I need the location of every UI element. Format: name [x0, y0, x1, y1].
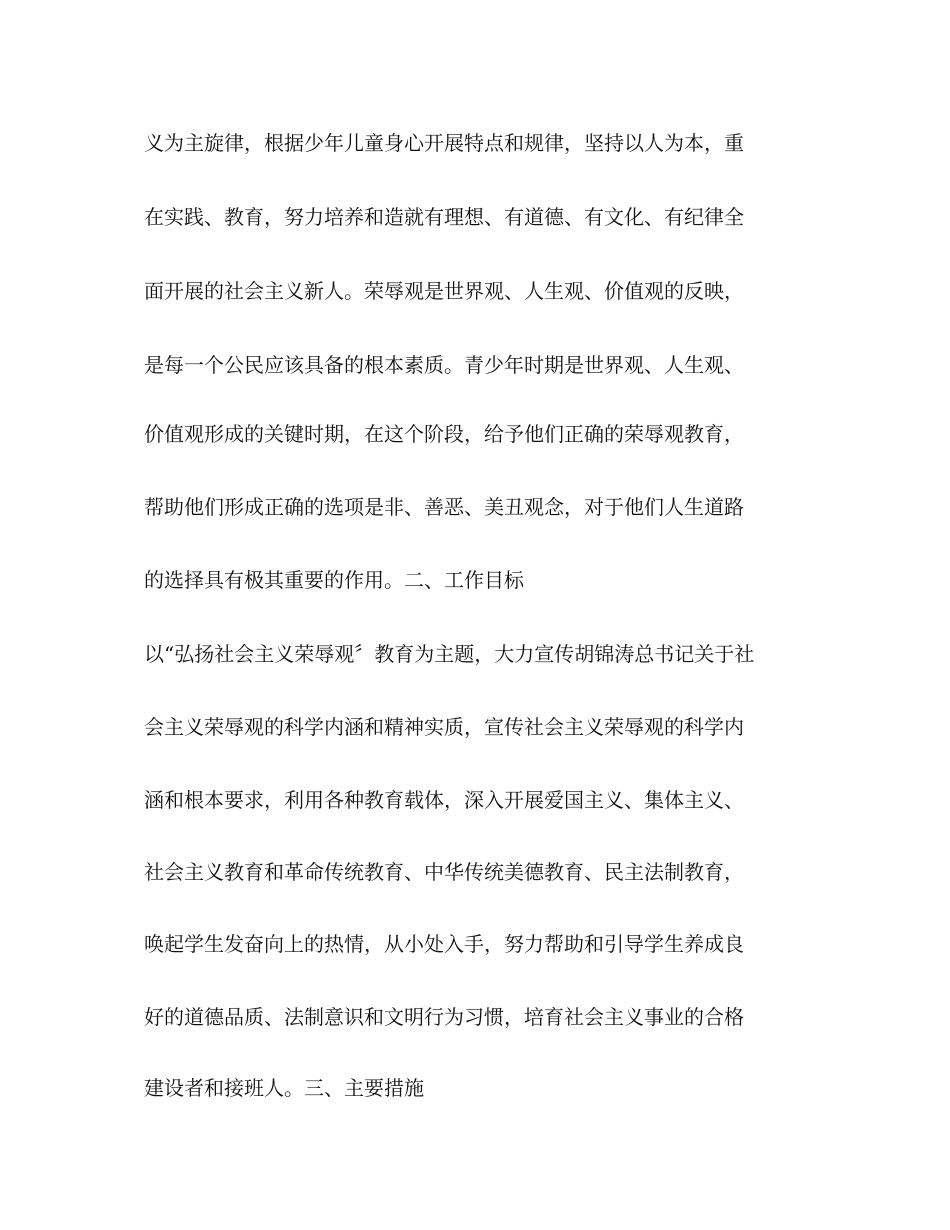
text-line: 面开展的社会主义新人。荣辱观是世界观、人生观、价值观的反映，: [144, 279, 744, 303]
text-line: 义为主旋律，根据少年儿童身心开展特点和规律，坚持以人为本，重: [144, 131, 744, 155]
text-line: 好的道德品质、法制意识和文明行为习惯，培育社会主义事业的合格: [144, 1005, 744, 1029]
text-line: 会主义荣辱观的科学内涵和精神实质，宣传社会主义荣辱观的科学内: [144, 715, 744, 739]
text-line: 建设者和接班人。三、主要措施: [144, 1076, 424, 1100]
text-line: 涵和根本要求，利用各种教育载体，深入开展爱国主义、集体主义、: [144, 788, 744, 812]
text-line: 在实践、教育，努力培养和造就有理想、有道德、有文化、有纪律全: [144, 205, 744, 229]
text-line: 帮助他们形成正确的选项是非、善恶、美丑观念，对于他们人生道路: [144, 495, 744, 519]
text-line: 的选择具有极其重要的作用。二、工作目标: [144, 568, 524, 592]
text-line: 以“弘扬社会主义荣辱观〞教育为主题，大力宣传胡锦涛总书记关于社: [144, 642, 755, 666]
text-line: 价值观形成的关键时期，在这个阶段，给予他们正确的荣辱观教育，: [144, 422, 744, 446]
text-line: 是每一个公民应该具备的根本素质。青少年时期是世界观、人生观、: [144, 353, 744, 377]
text-line: 社会主义教育和革命传统教育、中华传统美德教育、民主法制教育，: [144, 860, 744, 884]
text-line: 唤起学生发奋向上的热情，从小处入手，努力帮助和引导学生养成良: [144, 932, 744, 956]
